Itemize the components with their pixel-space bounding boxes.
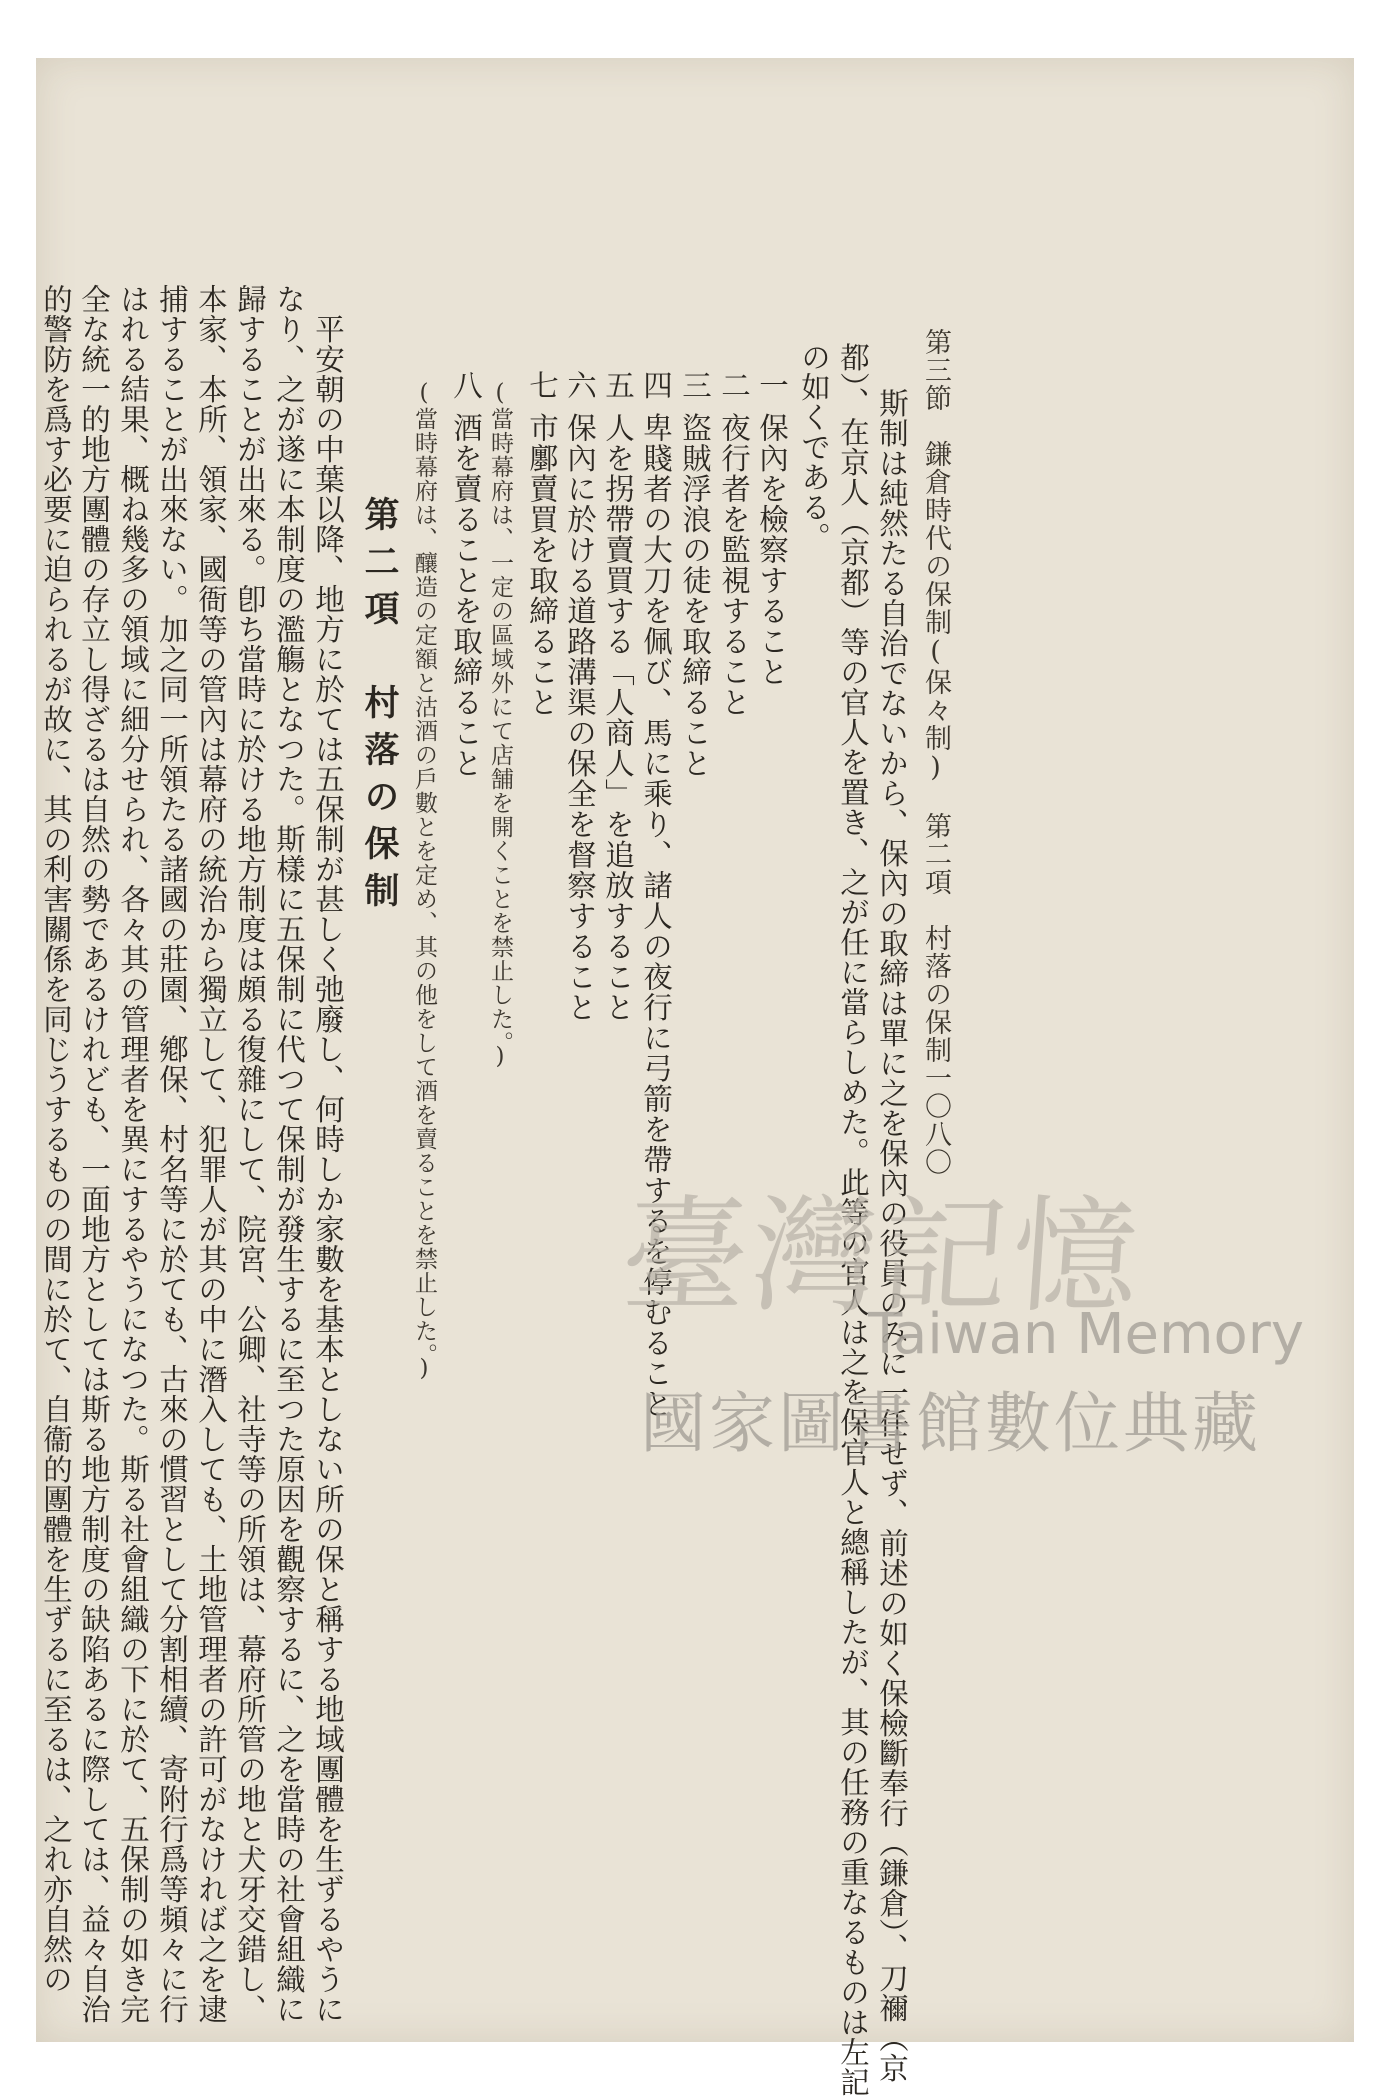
body-line: 捕することが出來ない。加之同一所領たる諸國の莊園、鄕保、村名等に於ても、古來の慣習として分割相續、寄附行爲等頻々に行	[155, 284, 189, 2024]
intro-line: の如くである。	[797, 342, 831, 552]
item-number: 八	[449, 370, 483, 401]
item-text: 保內を檢察すること	[755, 412, 789, 687]
list-item	[598, 370, 637, 1023]
body-line: 全な統一的地方團體の存立し得ざるは自然の勢であるけれども、一面地方としては斯る地方制度の缺陷あるに際しては、益々自治	[77, 284, 111, 2024]
item-text: 人を拐帶賣買する「人商人」を追放すること	[601, 412, 635, 1023]
item-number: 一	[755, 370, 789, 401]
item-number: 六	[563, 370, 597, 401]
item-text: 卑賤者の大刀を佩び、馬に乘り、諸人の夜行に弓箭を帶するを停むること	[639, 412, 673, 1419]
list-item	[714, 370, 753, 718]
item-note: (當時幕府は、一定の區域外にて店舗を開くことを禁止した。)	[487, 380, 513, 1071]
item-number: 七	[525, 370, 559, 401]
item-number: 四	[639, 370, 673, 401]
page-sheet	[36, 58, 1354, 2098]
list-item	[560, 370, 599, 1023]
list-item	[675, 370, 714, 779]
page-number: 一〇八〇	[920, 1064, 951, 1176]
running-title: 第三節 鎌倉時代の保制(保々制) 第二項 村落の保制	[920, 328, 951, 1064]
item-number: 五	[601, 370, 635, 401]
intro-line: 都）、在京人（京都）等の官人を置き、之が任に當らしめた。此等の官人は之を保官人と總稱したが、其の任務の重なるものは左記	[836, 342, 870, 2098]
section-title: 第二項 村落の保制	[359, 496, 399, 919]
item-text: 酒を賣ることを取締ること	[449, 412, 483, 779]
watermark-logo-chinese: 臺灣記憶	[616, 1183, 1148, 1330]
list-item	[752, 370, 791, 687]
watermark-library-name: 國家圖書館數位典藏	[640, 1385, 1261, 1462]
intro-line: 斯制は純然たる自治でないから、保內の取締は單に之を保內の役員のみに一任せず、前述の如く保檢斷奉行（鎌倉）、刀禰（京	[875, 388, 909, 2084]
item-text: 保內に於ける道路溝渠の保全を督察すること	[563, 412, 597, 1023]
body-line: 平安朝の中葉以降、地方に於ては五保制が甚しく弛廢し、何時しか家數を基本としない所の保と稱する地域團體を生ずるやうに	[311, 314, 345, 2024]
body-line: 本家、本所、領家、國衙等の管內は幕府の統治から獨立して、犯罪人が其の中に潛入しても、土地管理者の許可がなければ之を逮	[194, 284, 228, 2024]
item-text: 盜賊浮浪の徒を取締ること	[678, 412, 712, 779]
item-number: 二	[717, 370, 751, 401]
list-item	[446, 370, 485, 779]
item-number: 三	[678, 370, 712, 401]
item-note: (當時幕府は、釀造の定額と沽酒の戶數とを定め、其の他をして酒を賣ることを禁止した。)	[411, 380, 437, 1383]
body-line: なり、之が遂に本制度の濫觴となつた。斯樣に五保制に代つて保制が發生するに至つた原因を觀察するに、之を當時の社會組織に	[272, 284, 306, 2024]
item-text: 夜行者を監視すること	[717, 412, 751, 718]
body-line: 歸することが出來る。卽ち當時に於ける地方制度は頗る復雜にして、院宮、公卿、社寺等の所領は、幕府所管の地と犬牙交錯し、	[233, 284, 267, 2024]
body-line: はれる結果、概ね幾多の領域に細分せられ、各々其の管理者を異にするやうになつた。斯る社會組織の下に於て、五保制の如き完	[116, 284, 150, 2024]
item-text: 市鄽賣買を取締ること	[525, 412, 559, 718]
body-line: 的警防を爲す必要に迫られるが故に、其の利害關係を同じうするものの間に於て、自衞的團體を生ずるに至るは、之れ亦自然の	[39, 284, 73, 1994]
watermark-logo-english: Taiwan Memory	[868, 1302, 1304, 1367]
list-item	[522, 370, 561, 718]
